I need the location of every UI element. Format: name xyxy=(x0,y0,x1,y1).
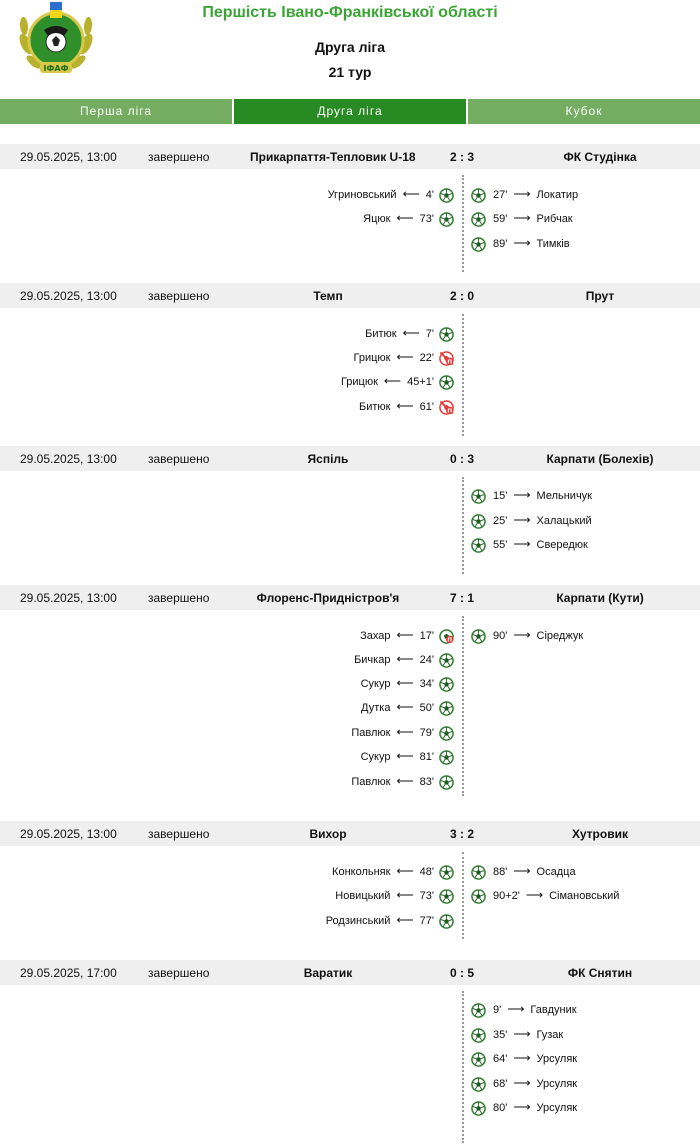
away-event xyxy=(471,1026,563,1042)
svg-text:ІФАФ: ІФАФ xyxy=(43,64,69,73)
ball-icon xyxy=(471,629,486,644)
event-minute: 77' xyxy=(419,915,434,927)
match-header-row[interactable] xyxy=(0,960,700,985)
home-event xyxy=(359,398,454,414)
arrow-left-icon: ⟵ xyxy=(396,864,414,878)
event-player: Грицюк xyxy=(340,376,378,388)
match-events xyxy=(0,308,700,438)
event-minute: 61' xyxy=(419,401,434,413)
event-player: Локатир xyxy=(536,189,579,201)
events-divider xyxy=(462,314,464,436)
event-minute: 15' xyxy=(493,490,508,502)
arrow-right-icon: ⟶ xyxy=(525,888,544,902)
event-player: Павлюк xyxy=(351,727,391,739)
home-event xyxy=(361,675,454,691)
away-event xyxy=(471,235,570,251)
ball-icon xyxy=(471,489,486,504)
arrow-left-icon: ⟵ xyxy=(402,326,420,340)
ball-icon xyxy=(471,538,486,553)
event-player: Рибчак xyxy=(536,213,573,225)
match-events xyxy=(0,471,700,576)
event-minute: 79' xyxy=(419,727,434,739)
home-team: Вихор xyxy=(309,827,347,841)
event-minute: 83' xyxy=(419,776,434,788)
arrow-right-icon: ⟶ xyxy=(513,513,531,527)
away-team: ФК Студінка xyxy=(563,150,637,164)
ball-icon xyxy=(439,889,454,904)
ball-icon xyxy=(471,1077,486,1092)
arrow-right-icon: ⟶ xyxy=(513,187,531,201)
ball-icon xyxy=(439,677,454,692)
svg-text:П: П xyxy=(447,358,453,365)
event-player: Павлюк xyxy=(351,776,391,788)
arrow-left-icon: ⟵ xyxy=(396,749,414,763)
match-header-row[interactable] xyxy=(0,283,700,308)
ball-icon xyxy=(439,914,454,929)
arrow-left-icon: ⟵ xyxy=(396,700,414,714)
home-team: Темп xyxy=(313,289,343,303)
event-player: Родзинський xyxy=(325,915,391,927)
away-event xyxy=(471,512,592,528)
match-header-row[interactable] xyxy=(0,144,700,169)
ball-icon xyxy=(439,653,454,668)
event-player: Яцюк xyxy=(363,213,391,225)
ball-icon xyxy=(471,188,486,203)
event-player: Сімановський xyxy=(549,890,620,902)
arrow-right-icon: ⟶ xyxy=(507,1002,525,1016)
event-minute: 48' xyxy=(419,866,434,878)
event-player: Осадца xyxy=(536,866,576,878)
round-title: 21 тур xyxy=(328,64,372,80)
event-player: Битюк xyxy=(358,401,391,413)
home-team: Флоренс-Придністров'я xyxy=(256,591,400,605)
event-minute: 80' xyxy=(493,1102,508,1114)
ball-icon xyxy=(439,212,454,227)
ball-icon xyxy=(439,750,454,765)
ball-icon xyxy=(439,327,454,342)
match-date: 29.05.2025, 13:00 xyxy=(20,591,117,605)
match-score: 0 : 5 xyxy=(449,966,474,980)
missed-penalty-icon xyxy=(439,400,454,415)
away-team: ФК Снятин xyxy=(567,966,633,980)
event-minute: 64' xyxy=(493,1053,508,1065)
match-events xyxy=(0,846,700,941)
home-event xyxy=(363,210,454,226)
ball-icon xyxy=(439,188,454,203)
home-team: Прикарпаття-Тепловик U-18 xyxy=(250,150,416,164)
home-event xyxy=(351,724,454,740)
event-minute: 89' xyxy=(493,238,508,250)
ball-icon xyxy=(439,726,454,741)
arrow-right-icon: ⟶ xyxy=(513,488,531,502)
event-player: Битюк xyxy=(365,328,397,340)
match-date: 29.05.2025, 13:00 xyxy=(20,827,117,841)
event-player: Халацький xyxy=(536,515,592,527)
match-score: 3 : 2 xyxy=(449,827,474,841)
match-header-row[interactable] xyxy=(0,585,700,610)
arrow-left-icon: ⟵ xyxy=(396,211,414,225)
arrow-right-icon: ⟶ xyxy=(513,864,531,878)
event-player: Бичкар xyxy=(354,654,391,666)
event-minute: 27' xyxy=(493,189,508,201)
event-minute: 9' xyxy=(493,1004,502,1016)
event-player: Угриновський xyxy=(327,189,397,201)
event-player: Тимків xyxy=(536,238,570,250)
ball-icon xyxy=(471,1052,486,1067)
event-minute: 59' xyxy=(493,213,508,225)
match-score: 7 : 1 xyxy=(449,591,474,605)
match-events xyxy=(0,169,700,274)
away-event xyxy=(471,487,592,503)
event-minute: 90' xyxy=(493,630,508,642)
home-team: Варатик xyxy=(303,966,353,980)
home-team: Яспіль xyxy=(307,452,349,466)
page-title: Першість Івано-Франківської області xyxy=(202,4,498,21)
match-status: завершено xyxy=(148,591,210,605)
event-minute: 35' xyxy=(493,1029,508,1041)
event-player: Новицький xyxy=(335,890,391,902)
match-date: 29.05.2025, 13:00 xyxy=(20,289,117,303)
event-player: Грицюк xyxy=(353,352,391,364)
event-player: Гавдуник xyxy=(530,1004,577,1016)
match-status: завершено xyxy=(148,452,210,466)
arrow-left-icon: ⟵ xyxy=(396,350,414,364)
event-minute: 73' xyxy=(419,890,434,902)
ball-icon xyxy=(471,1028,486,1043)
event-minute: 25' xyxy=(493,515,508,527)
event-player: Гузак xyxy=(536,1029,564,1041)
missed-penalty-icon xyxy=(439,351,454,366)
svg-text:П: П xyxy=(447,636,453,643)
away-event xyxy=(471,1050,577,1066)
event-player: Сукур xyxy=(360,751,391,763)
arrow-right-icon: ⟶ xyxy=(513,1076,531,1090)
event-minute: 50' xyxy=(419,702,434,714)
event-minute: 22' xyxy=(419,352,434,364)
match-card xyxy=(0,283,700,438)
event-player: Конкольняк xyxy=(332,866,391,878)
away-event xyxy=(471,1001,577,1017)
ball-icon xyxy=(439,375,454,390)
away-event xyxy=(471,210,573,226)
match-date: 29.05.2025, 13:00 xyxy=(20,452,117,466)
away-team: Карпати (Кути) xyxy=(556,591,644,605)
event-minute: 81' xyxy=(419,751,434,763)
arrow-left-icon: ⟵ xyxy=(396,399,414,413)
home-event xyxy=(326,912,454,928)
events-divider xyxy=(462,852,464,939)
arrow-left-icon: ⟵ xyxy=(396,774,414,788)
home-event xyxy=(335,887,454,903)
ball-icon xyxy=(471,237,486,252)
match-card xyxy=(0,446,700,576)
event-minute: 34' xyxy=(419,678,434,690)
match-score: 0 : 3 xyxy=(449,452,474,466)
home-event xyxy=(341,373,454,389)
tab-cup[interactable]: Кубок xyxy=(468,99,700,124)
event-player: Мельничук xyxy=(536,490,592,502)
arrow-left-icon: ⟵ xyxy=(396,888,414,902)
event-minute: 7' xyxy=(425,328,434,340)
home-event xyxy=(332,863,454,879)
arrow-right-icon: ⟶ xyxy=(513,211,531,225)
arrow-left-icon: ⟵ xyxy=(396,725,414,739)
away-event xyxy=(471,863,576,879)
page-header xyxy=(0,0,700,92)
ball-icon xyxy=(439,865,454,880)
event-player: Урсуляк xyxy=(536,1102,578,1114)
ball-icon xyxy=(439,701,454,716)
away-event xyxy=(471,887,619,903)
arrow-right-icon: ⟶ xyxy=(513,1051,531,1065)
event-player: Сіреджук xyxy=(536,630,584,642)
events-divider xyxy=(462,175,464,272)
event-player: Захар xyxy=(360,630,391,642)
match-events xyxy=(0,610,700,798)
event-player: Урсуляк xyxy=(536,1053,578,1065)
event-minute: 4' xyxy=(425,189,434,201)
tab-first-league[interactable]: Перша ліга xyxy=(0,99,232,124)
ball-icon xyxy=(471,1101,486,1116)
events-divider xyxy=(462,991,464,1143)
ball-icon xyxy=(471,1003,486,1018)
match-card xyxy=(0,585,700,798)
away-event xyxy=(471,1075,577,1091)
match-card xyxy=(0,144,700,274)
event-minute: 55' xyxy=(493,539,508,551)
match-status: завершено xyxy=(148,289,210,303)
tab-second-league[interactable]: Друга ліга xyxy=(234,99,466,124)
match-events xyxy=(0,985,700,1145)
match-card xyxy=(0,960,700,1145)
home-event xyxy=(360,627,454,643)
arrow-left-icon: ⟵ xyxy=(396,628,414,642)
arrow-right-icon: ⟶ xyxy=(513,537,531,551)
event-player: Сукур xyxy=(360,678,391,690)
arrow-right-icon: ⟶ xyxy=(513,1100,531,1114)
home-event xyxy=(353,349,454,365)
home-event xyxy=(361,748,454,764)
arrow-left-icon: ⟵ xyxy=(402,187,420,201)
match-status: завершено xyxy=(148,150,210,164)
away-team: Карпати (Болехів) xyxy=(546,452,654,466)
event-player: Свередюк xyxy=(536,539,588,551)
away-event xyxy=(471,536,588,552)
ball-icon xyxy=(471,865,486,880)
events-divider xyxy=(462,616,464,796)
svg-text:П: П xyxy=(447,407,453,414)
away-event xyxy=(471,186,578,202)
event-minute: 17' xyxy=(419,630,434,642)
match-header-row[interactable] xyxy=(0,821,700,846)
penalty-icon xyxy=(439,629,454,644)
match-status: завершено xyxy=(148,827,210,841)
event-minute: 88' xyxy=(493,866,508,878)
away-team: Прут xyxy=(585,289,615,303)
event-minute: 24' xyxy=(419,654,434,666)
event-minute: 73' xyxy=(419,213,434,225)
event-minute: 68' xyxy=(493,1078,508,1090)
league-title: Друга ліга xyxy=(314,39,386,55)
arrow-left-icon: ⟵ xyxy=(396,676,414,690)
arrow-left-icon: ⟵ xyxy=(383,374,402,388)
arrow-right-icon: ⟶ xyxy=(513,628,531,642)
event-player: Урсуляк xyxy=(536,1078,578,1090)
away-event xyxy=(471,1099,577,1115)
ball-icon xyxy=(439,775,454,790)
ball-icon xyxy=(471,889,486,904)
match-card xyxy=(0,821,700,941)
home-event xyxy=(365,325,454,341)
match-score: 2 : 3 xyxy=(449,150,474,164)
match-score: 2 : 0 xyxy=(449,289,474,303)
match-date: 29.05.2025, 17:00 xyxy=(20,966,117,980)
home-event xyxy=(354,651,454,667)
home-event xyxy=(361,699,454,715)
arrow-right-icon: ⟶ xyxy=(513,1027,531,1041)
event-player: Дутка xyxy=(361,702,391,714)
league-tabs xyxy=(0,99,700,124)
ball-icon xyxy=(471,212,486,227)
match-status: завершено xyxy=(148,966,210,980)
match-date: 29.05.2025, 13:00 xyxy=(20,150,117,164)
event-minute: 45+1' xyxy=(407,376,434,388)
arrow-right-icon: ⟶ xyxy=(513,236,531,250)
match-header-row[interactable] xyxy=(0,446,700,471)
events-divider xyxy=(462,477,464,574)
arrow-left-icon: ⟵ xyxy=(396,652,414,666)
away-event xyxy=(471,627,583,643)
event-minute: 90+2' xyxy=(493,890,520,902)
home-event xyxy=(351,773,454,789)
home-event xyxy=(328,186,454,202)
arrow-left-icon: ⟵ xyxy=(396,913,414,927)
ball-icon xyxy=(471,514,486,529)
away-team: Хутровик xyxy=(572,827,628,841)
